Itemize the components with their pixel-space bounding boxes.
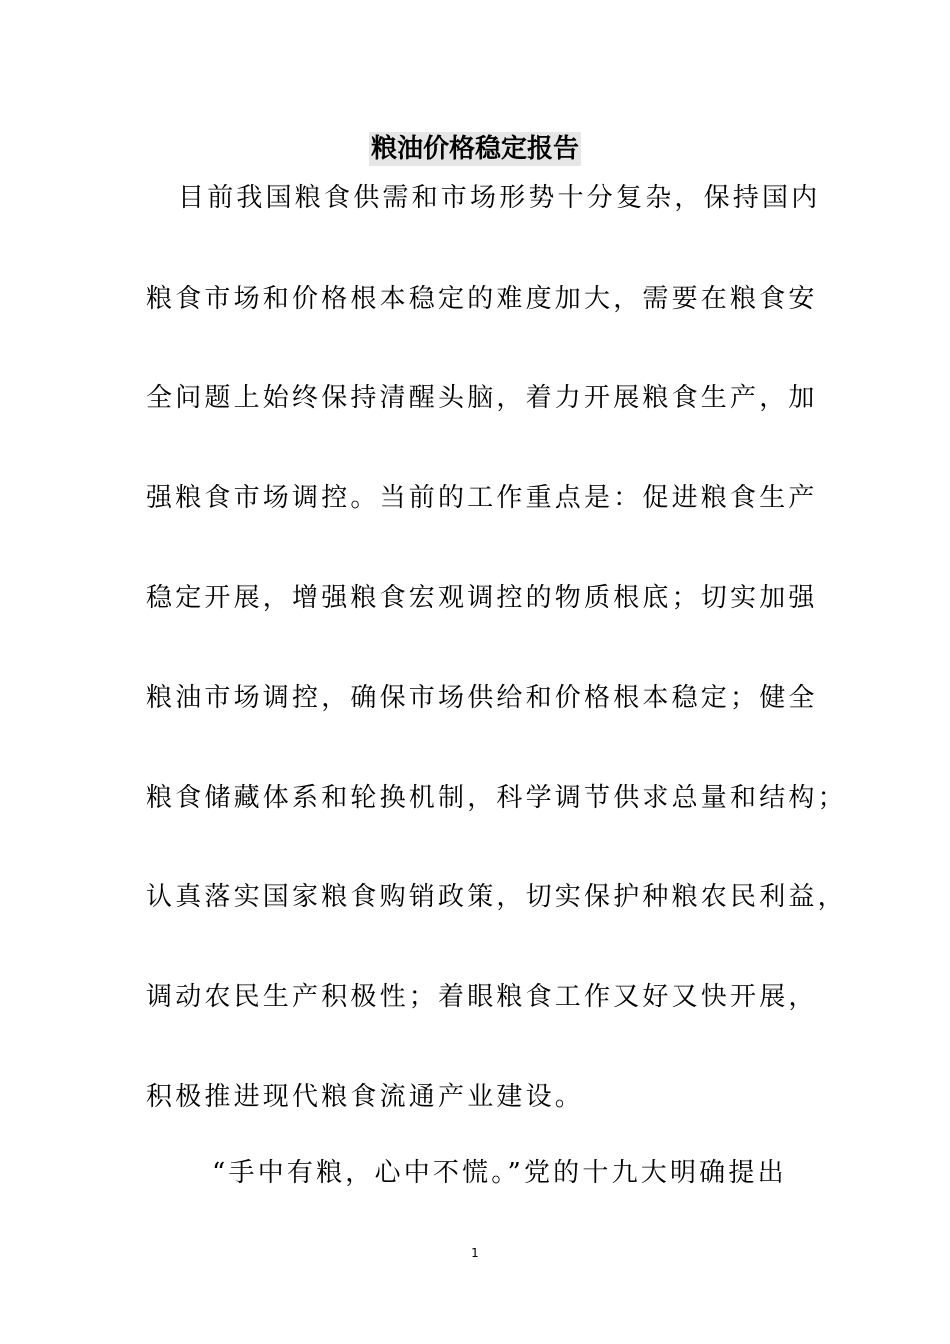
body-line: “手中有粮，心中不慌。”党的十九大明确提出 (212, 1158, 787, 1188)
body-line: 目前我国粮食供需和市场形势十分复杂，保持国内 (178, 183, 821, 213)
page-number: 1 (471, 1246, 479, 1260)
document-title: 粮油价格稳定报告 (370, 134, 579, 164)
body-line: 粮油市场调控，确保市场供给和价格根本稳定；健全 (146, 683, 818, 713)
body-line: 积极推进现代粮食流通产业建设。 (146, 1082, 585, 1112)
body-line: 粮食市场和价格根本稳定的难度加大，需要在粮食安 (146, 284, 818, 314)
body-line: 稳定开展，增强粮食宏观调控的物质根底；切实加强 (146, 583, 818, 613)
body-line: 粮食储藏体系和轮换机制，科学调节供求总量和结构； (146, 783, 847, 813)
title-container (0, 132, 950, 166)
body-line: 调动农民生产积极性；着眼粮食工作又好又快开展， (146, 982, 818, 1012)
body-line: 强粮食市场调控。当前的工作重点是：促进粮食生产 (146, 483, 818, 513)
body-line: 全问题上始终保持清醒头脑，着力开展粮食生产，加 (146, 383, 818, 413)
body-line: 认真落实国家粮食购销政策，切实保护种粮农民利益， (146, 882, 847, 912)
